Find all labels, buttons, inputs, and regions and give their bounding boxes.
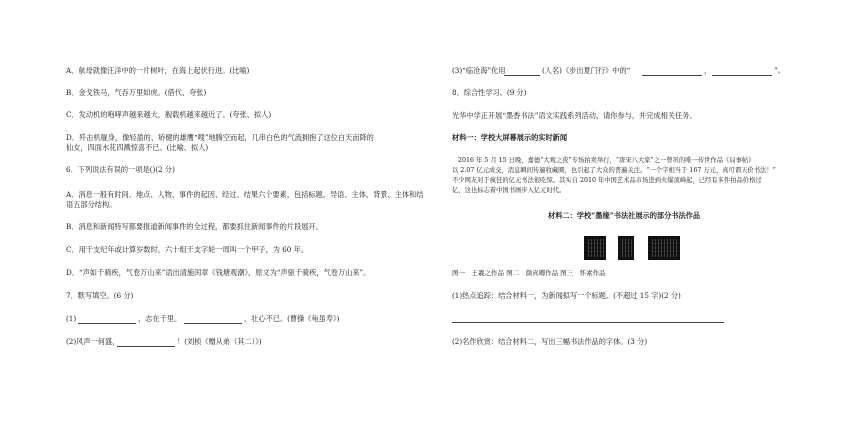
option-d-line2: 仙女，四面水花四溅惊喜不已。(比喻、拟人) — [66, 143, 209, 152]
q8-1-answer-line[interactable] — [452, 322, 724, 323]
material-1-title: 材料一：学校大屏幕展示的实时新闻 — [452, 133, 568, 142]
q6-option-c: C．用干支纪年或计算岁数时，六十组干支字轮一周叫一个甲子，为 60 年。 — [66, 245, 309, 254]
option-a: A．航母就像汪洋中的一片树叶，在海上起伏行进。(比喻) — [66, 66, 250, 75]
q6-option-d: D．“声如千骑疾，气卷万山来”语出清施闰章《钱塘观潮》，原文为“声驱千骑疾，气卷万山来”。 — [66, 268, 371, 277]
q7-2-blank[interactable] — [117, 346, 175, 347]
q7-3-end: ”。 — [774, 66, 785, 75]
question-6: 6．下列说法有误的一项是()(2 分) — [66, 165, 175, 174]
option-d-line1: D．歼击机舰身，像轻盈的、矫健的雄鹰“嗖”地腾空而起，几串白色的气流拥抱了这位白天而降的 — [66, 133, 374, 142]
material-1-line2: 以 2.07 亿元成交，消息瞬间传遍收藏圈，也引起了大众的普遍关注。“一个字相当于 167 万元，真可谓天价书法！” — [452, 167, 776, 174]
q8-1: (1)热点追踪：结合材料一，为新闻拟写一个标题。(不超过 15 字)(2 分) — [452, 291, 681, 300]
q7-3-prefix: (3)“临沧海”化用 — [452, 66, 506, 75]
calligraphy-image-2 — [618, 236, 634, 260]
material-1-line4: 亿，这也标志着中国书画步入亿元时代。 — [452, 187, 566, 194]
q7-2-suffix: ！(刘桢《赠从弟（其二）》) — [177, 337, 262, 346]
q7-1-blank-1[interactable] — [78, 323, 136, 324]
q7-3-mid: (人名)《步出夏门行》中的“ — [542, 66, 631, 75]
question-7: 7．默写填空。(6 分) — [66, 291, 134, 300]
material-2-title: 材料二：学校“墨缘”书法社展示的部分书法作品 — [548, 211, 701, 220]
q7-2-prefix: (2)风声一何盛， — [66, 337, 120, 346]
question-8: 8．综合性学习。(9 分) — [452, 88, 527, 97]
q7-1-blank-2[interactable] — [184, 323, 242, 324]
q7-1-suffix: ，壮心不已。(曹操《龟虽寿》) — [244, 314, 340, 323]
q7-3-blank-2[interactable] — [712, 75, 772, 76]
q7-1-prefix: (1) — [66, 314, 77, 323]
q7-3-blank-person[interactable] — [504, 75, 540, 76]
q6-option-b: B．消息和新闻特写都要报道新闻事件的全过程，都要抓住新闻事件的片段展开。 — [66, 222, 323, 231]
calligraphy-image-1 — [584, 236, 606, 260]
q7-1-mid: ，志在千里。 — [138, 314, 182, 323]
calligraphy-image-3 — [648, 236, 680, 260]
material-1-line1: 2016 年 5 月 15 日晚，嘉德“大观之夜”专场拍卖举行，“唐宋八大家”之一曾巩的唯一传世作品《局事帖》 — [458, 157, 755, 164]
figure-captions: 图一 王羲之作品 图二 颜真卿作品 图三 怀素作品 — [452, 269, 606, 277]
material-1-line3: 不少网友对于疯狂的亿元书法很吃惊。其实自 2010 年中国艺术品市场进到火爆顶峰起，已经有多件拍品价格过 — [452, 177, 762, 184]
option-b: B．金戈铁马，气吞万里如虎。(借代、夸张) — [66, 88, 207, 97]
option-c: C．发动机的咆哮声越来越大，舰载机越来越近了。(夸张、拟人) — [66, 110, 272, 119]
q7-3-blank-1[interactable] — [642, 75, 702, 76]
q8-intro: 光华中学正开展“墨香书法”语文实践系列活动，请你参与，并完成相关任务。 — [452, 111, 697, 120]
q8-2: (2)名作欣赏：结合材料二，写出三幅书法作品的字体。(3 分) — [452, 337, 648, 346]
q6-option-a-line2: 语五部分结构。 — [66, 200, 117, 209]
q6-option-a-line1: A．消息一般有时间、地点、人物、事件的起因、经过、结果六个要素，包括标题、导语、主体、背景、主体和结 — [66, 190, 424, 199]
q7-3-comma: ， — [704, 66, 712, 75]
